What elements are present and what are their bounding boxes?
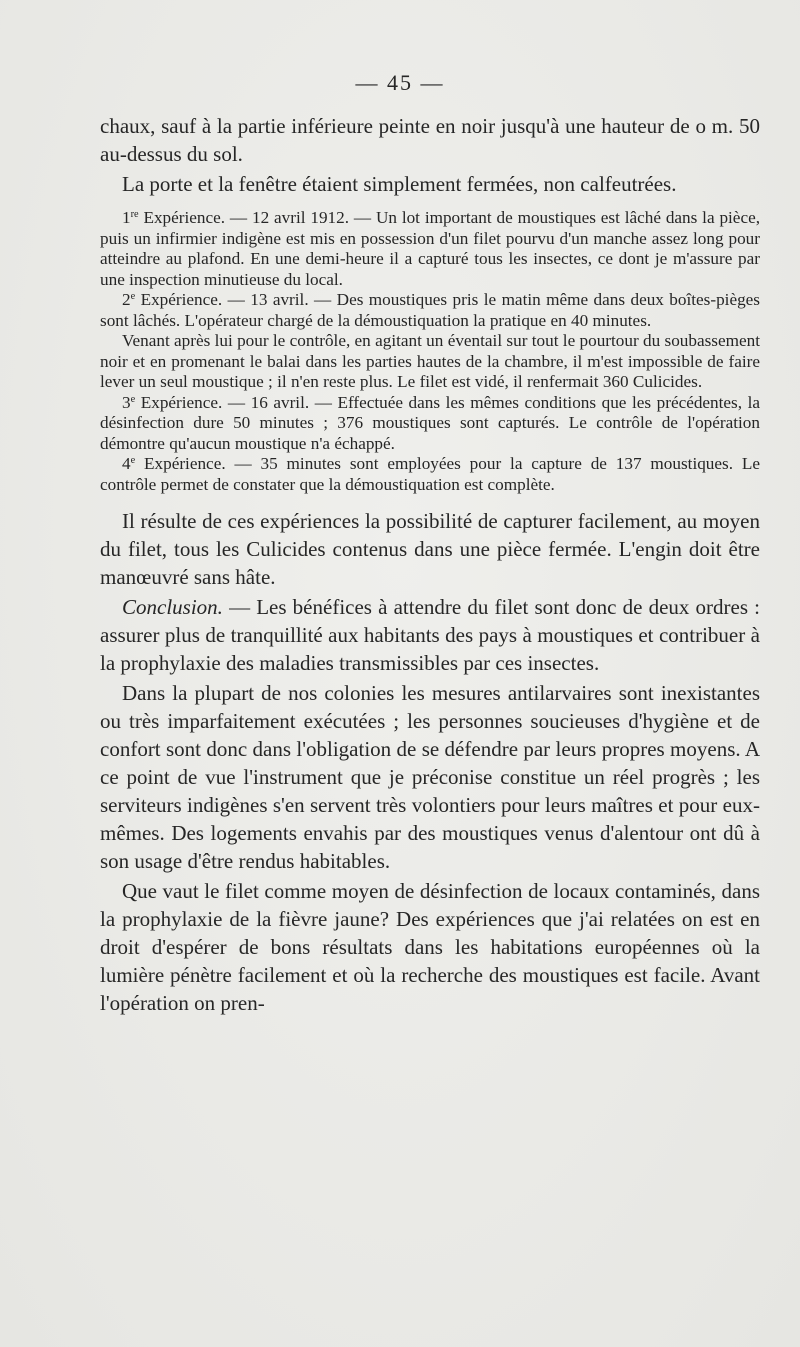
conclusion-label: Conclusion. [122, 595, 223, 619]
paragraph-door-window: La porte et la fenêtre étaient simplement fermées, non calfeutrées. [122, 172, 677, 196]
experience-1-text: — 12 avril 1912. — Un lot important de moustiques est lâché dans la pièce, puis un infirmier indigène est mis en possession d'un filet pourvu d'un manche assez long pour atteindre au plafond. En une demi-heure il a capturé tous les insectes, ce dont je m'assure par une inspection minutieuse du local. [100, 208, 760, 289]
experience-3 [100, 393, 760, 455]
experience-4-number: 4 [122, 454, 131, 473]
experience-4-text: — 35 minutes sont employées pour la capture de 137 moustiques. Le contrôle permet de constater que la démoustiquation est complète. [100, 454, 760, 494]
paragraph-colonies: Dans la plupart de nos colonies les mesures antilarvaires sont inexistantes ou très imparfaitement exécutées ; les personnes soucieuses d'hygiène et de confort sont donc dans l'obligation de se défendre par leurs propres moyens. A ce point de vue l'instrument que je préconise constitue un réel progrès ; les serviteurs indigènes s'en servent très volontiers pour leurs maîtres et pour eux-mêmes. Des logements envahis par des moustiques venus d'alentour ont dû à son usage d'être rendus habitables. [100, 681, 760, 873]
experience-4-label: Expérience. [135, 454, 226, 473]
experience-1-number: 1 [122, 208, 131, 227]
experience-2-number: 2 [122, 290, 131, 309]
experience-1-label: Expérience. [138, 208, 226, 227]
experience-4-sup: e [130, 454, 136, 466]
paragraph-conclusion [100, 593, 760, 677]
experience-3-number: 3 [122, 392, 131, 412]
paragraph-result: Il résulte de ces expériences la possibilité de capturer facilement, au moyen du filet, tous les Culicides contenus dans une pièce fermée. L'engin doit être manœuvré sans hâte. [100, 509, 760, 589]
experience-2-label: Expérience. [135, 290, 223, 309]
experience-1 [100, 208, 760, 290]
experience-3-text: — 16 avril. — Effectuée dans les mêmes conditions que les précédentes, la désinfection dure 50 minutes ; 376 moustiques sont capturés. Le contrôle de l'opération démontre qu'aucun moustique n'a échappé. [100, 392, 760, 453]
experience-2-continuation: Venant après lui pour le contrôle, en agitant un éventail sur tout le pourtour du soubassement noir et en promenant le balai dans les parties hautes de la chambre, il m'est impossible de faire lever un seul moustique ; il n'en reste plus. Le filet est vidé, il renfermait 360 Culicides. [100, 331, 760, 391]
experience-2-text: — 13 avril. — Des moustiques pris le matin même dans deux boîtes-pièges sont lâchés. L'opérateur chargé de la démoustiquation la pratique en 40 minutes. [100, 290, 760, 330]
experience-2 [100, 290, 760, 331]
experience-3-label: Expérience. [135, 392, 223, 412]
page-number: — 45 — [355, 70, 445, 95]
experience-1-sup: re [130, 208, 139, 220]
paragraph-yellow-fever: Que vaut le filet comme moyen de désinfection de locaux contaminés, dans la prophylaxie de la fièvre jaune? Des expériences que j'ai relatées on est en droit d'espérer de bons résultats dans les habitations européennes où la lumière pénètre facilement et où la recherche des moustiques est facile. Avant l'opération on pren- [100, 879, 760, 1015]
conclusion-text: — Les bénéfices à attendre du filet sont donc de deux ordres : assurer plus de tranquillité aux habitants des pays à moustiques et contribuer à la prophylaxie des maladies transmissibles par ces insectes. [100, 595, 760, 675]
experiences-block [100, 208, 760, 495]
paragraph-continuation: chaux, sauf à la partie inférieure peinte en noir jusqu'à une hauteur de o m. 50 au-dessus du sol. [100, 114, 760, 166]
experience-3-sup: e [130, 393, 136, 405]
body-text [100, 112, 760, 1017]
experience-2-sup: e [130, 290, 136, 302]
experience-4 [100, 454, 760, 495]
